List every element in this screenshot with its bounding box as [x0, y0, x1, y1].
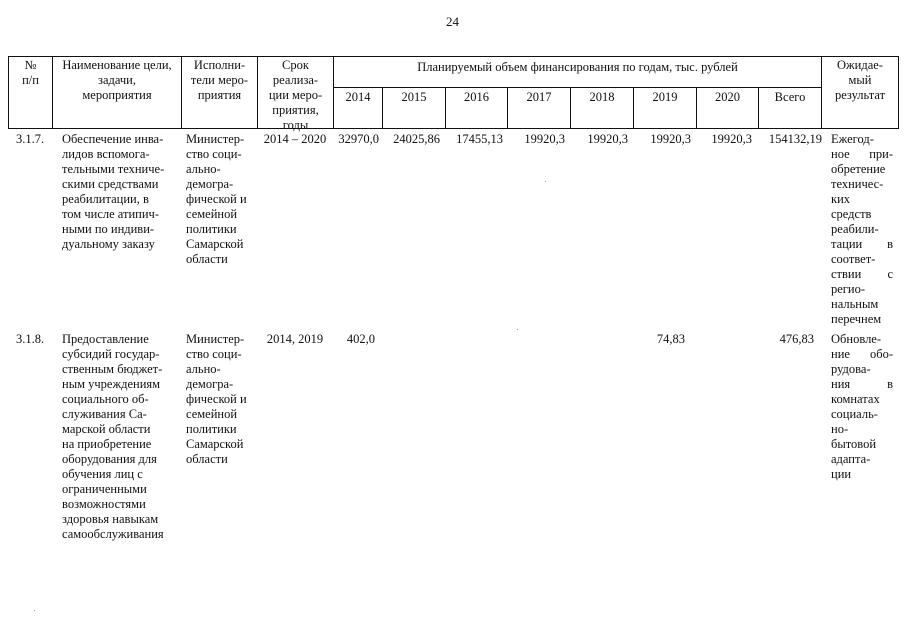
row-executor: Министер- ство соци- ально- демогра- фической и семейной политики Самарской области [186, 332, 247, 466]
value-2014: 32970,0 [338, 132, 379, 146]
header-result: Ожидае- мый результат [834, 58, 886, 102]
row-activity-name: Обеспечение инва- лидов вспомога- тельными техниче- скими средствами реабилитации, в том числе атипич- ными по индиви- дуальному заказу [62, 132, 165, 251]
row-number: 3.1.7. [16, 132, 45, 146]
value-2017: 19920,3 [524, 132, 565, 146]
years-header-line [333, 87, 821, 88]
row-term: 2014, 2019 [266, 332, 324, 346]
scan-speck [517, 329, 518, 330]
header-year-2014: 2014 [345, 90, 371, 104]
value-2014: 402,0 [346, 332, 375, 346]
row-executor: Министер- ство соци- ально- демогра- фической и семейной политики Самарской области [186, 132, 247, 266]
header-funding: Планируемый объем финансирования по годам, тыс. рублей [417, 60, 738, 74]
value-2019: 74,83 [656, 332, 685, 346]
scan-speck [545, 181, 546, 182]
value-2016: 17455,13 [456, 132, 503, 146]
row-expected-result: Обновле- ние обо- рудова- ния в комнатах социаль- но- бытовой адапта- ции [831, 332, 893, 481]
header-year-2018: 2018 [589, 90, 615, 104]
header-year-2019: 2019 [652, 90, 678, 104]
header-year-2016: 2016 [464, 90, 489, 104]
value-2018: 19920,3 [587, 132, 628, 146]
value-2015: 24025,86 [393, 132, 440, 146]
page-number: 24 [446, 14, 459, 29]
header-executors: Исполни- тели меро- приятия [190, 58, 249, 102]
value-2020: 19920,3 [711, 132, 752, 146]
header-year-2015: 2015 [401, 90, 427, 104]
value-total: 154132,19 [768, 132, 822, 146]
row-expected-result: Ежегод- ное при- обретение техничес- ких средств реабили- тации в соответ- ствии с регио- нальным перечнем [831, 132, 893, 326]
header-year-2017: 2017 [526, 90, 552, 104]
header-term: Срок реализа- ции меро- приятия, годы [268, 58, 323, 132]
value-total: 476,83 [779, 332, 814, 346]
value-2019: 19920,3 [650, 132, 691, 146]
header-num: № п/п [22, 58, 39, 87]
header-total: Всего [774, 90, 806, 104]
row-term: 2014 – 2020 [263, 132, 327, 146]
row-number: 3.1.8. [16, 332, 45, 346]
header-year-2020: 2020 [715, 90, 740, 104]
table-top-border [8, 56, 899, 57]
header-bottom-border [8, 128, 899, 129]
header-name: Наименование цели, задачи, мероприятия [62, 58, 172, 102]
row-activity-name: Предоставление субсидий государ- ственным бюджет- ным учреждениям социального об- служивания Са- марской области на приобретение оборудования для обучения лиц с ограниченными возможностями здоровья навыкам самообслуживания [62, 332, 164, 541]
scan-speck [34, 610, 35, 611]
